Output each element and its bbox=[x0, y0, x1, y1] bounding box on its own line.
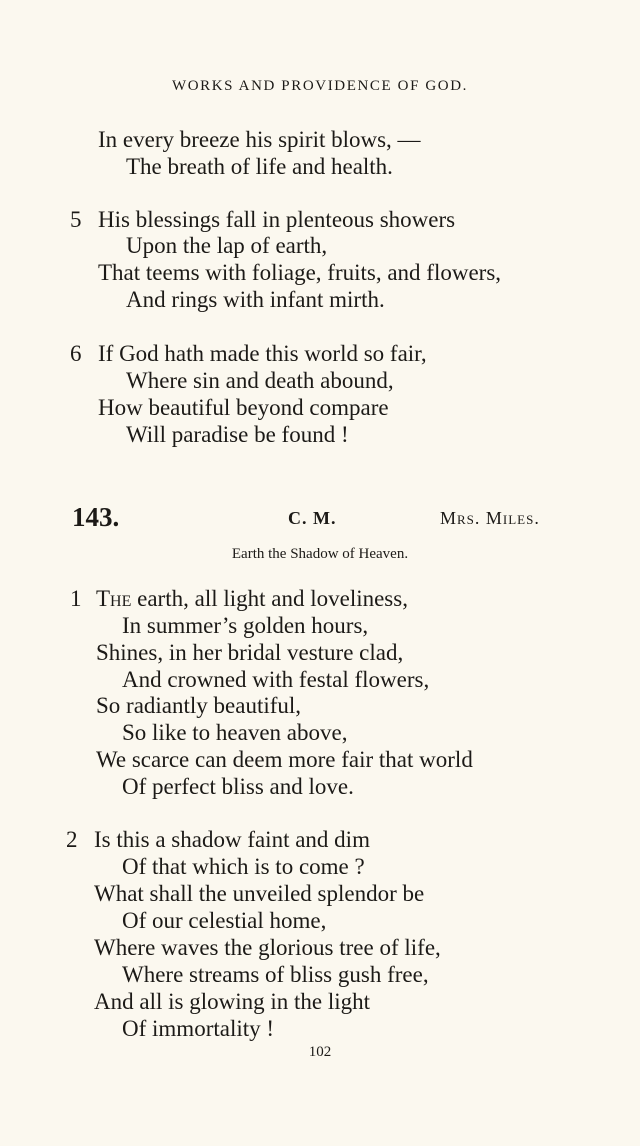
verse-line: So radiantly beautiful, bbox=[96, 693, 302, 718]
verse-line: In summer’s golden hours, bbox=[122, 613, 369, 638]
verse-line: Where streams of bliss gush free, bbox=[122, 962, 429, 987]
verse-line: So like to heaven above, bbox=[122, 720, 348, 745]
verse-line: Of that which is to come ? bbox=[122, 854, 365, 879]
verse-line: How beautiful beyond compare bbox=[98, 395, 389, 420]
verse-line: Of immortality ! bbox=[122, 1016, 275, 1041]
verse-line: Where sin and death abound, bbox=[126, 368, 394, 393]
hymn-author: Mrs. Miles. bbox=[440, 508, 540, 528]
first-word: The bbox=[96, 586, 132, 611]
verse-line: And rings with infant mirth. bbox=[126, 287, 385, 312]
running-head: WORKS AND PROVIDENCE OF GOD. bbox=[171, 78, 469, 94]
hymn-header bbox=[0, 502, 640, 534]
verse-line: Upon the lap of earth, bbox=[126, 233, 328, 258]
verse-line: That teems with foliage, fruits, and flowers, bbox=[98, 260, 502, 285]
verse-line: Will paradise be found ! bbox=[126, 422, 349, 447]
verse-line: What shall the unveiled splendor be bbox=[94, 881, 425, 906]
verse-line: And all is glowing in the light bbox=[94, 989, 370, 1014]
verse-line: We scarce can deem more fair that world bbox=[96, 747, 473, 772]
verse-line: And crowned with festal flowers, bbox=[122, 667, 430, 692]
verse-line bbox=[96, 585, 408, 612]
hymn-number: 143. bbox=[72, 502, 120, 532]
page-number: 102 bbox=[308, 1044, 332, 1060]
verse-line: In every breeze his spirit blows, — bbox=[98, 127, 421, 152]
verse-number: 1 bbox=[70, 586, 82, 611]
verse-line: His blessings fall in plenteous showers bbox=[98, 207, 456, 232]
verse-line: Of perfect bliss and love. bbox=[122, 774, 354, 799]
verse-line: If God hath made this world so fair, bbox=[98, 341, 427, 366]
hymn-title: Earth the Shadow of Heaven. bbox=[231, 546, 409, 562]
verse-number: 6 bbox=[70, 341, 82, 366]
verse-number: 5 bbox=[70, 207, 82, 232]
verse-line: Where waves the glorious tree of life, bbox=[94, 935, 441, 960]
hymn-meter: C. M. bbox=[288, 508, 337, 528]
first-line-rest: earth, all light and loveliness, bbox=[131, 586, 408, 611]
verse-line: Shines, in her bridal vesture clad, bbox=[96, 640, 404, 665]
verse-line: The breath of life and health. bbox=[126, 154, 393, 179]
verse-number: 2 bbox=[66, 827, 78, 852]
verse-line: Of our celestial home, bbox=[122, 908, 327, 933]
verse-line: Is this a shadow faint and dim bbox=[94, 827, 370, 852]
